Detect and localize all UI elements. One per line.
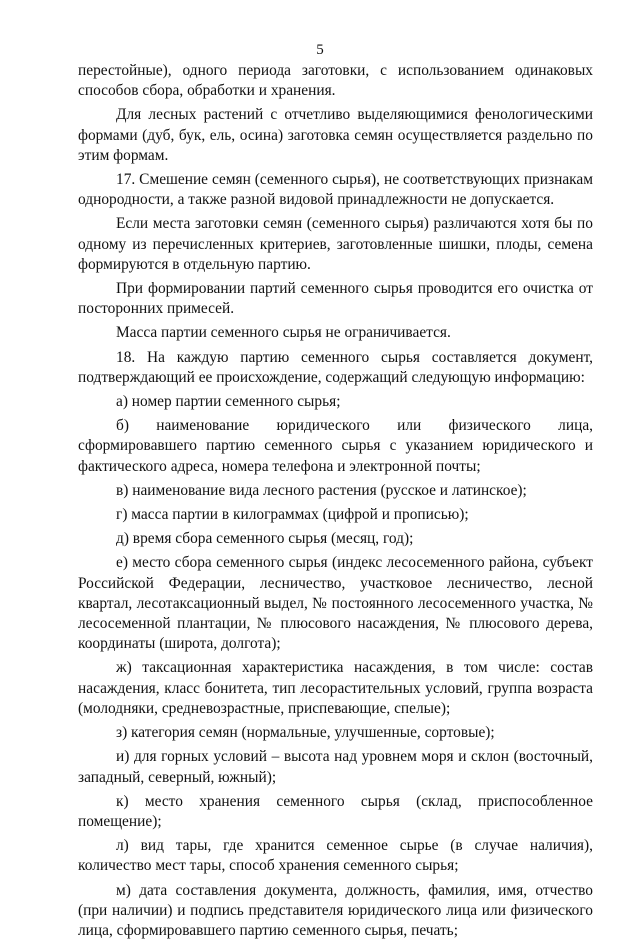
paragraph-17-mixing: 17. Смешение семян (семенного сырья), не соответствующих признакам однородности, а также разной видовой принадлежности не допускается.	[78, 171, 593, 209]
list-item-d: д) время сбора семенного сырья (месяц, год);	[116, 530, 414, 548]
list-item-a: а) номер партии семенного сырья;	[116, 393, 341, 411]
paragraph-continuation: перестойные), одного периода заготовки, с использованием одинаковых способов сбора, обработки и хранения.	[78, 62, 593, 100]
list-item-zh: ж) таксационная характеристика насаждения, в том числе: состав насаждения, класс бонитета, тип лесорастительных условий, группа возраста (молодняки, средневозрастные, приспевающие, спелые);	[78, 659, 593, 717]
list-item-i: и) для горных условий – высота над уровнем моря и склон (восточный, западный, северный, южный);	[78, 748, 593, 786]
list-item-k: к) место хранения семенного сырья (склад, приспособленное помещение);	[78, 792, 593, 830]
page-number: 5	[316, 42, 324, 58]
list-item-l: л) вид тары, где хранится семенное сырье (в случае наличия), количество мест тары, способ хранения семенного сырья;	[78, 837, 593, 875]
list-item-b: б) наименование юридического или физического лица, сформировавшего партию семенного сырья с указанием юридического и фактического адреса, номера телефона и электронной почты;	[78, 417, 593, 475]
paragraph-cleaning: При формировании партий семенного сырья проводится его очистка от посторонних примесей.	[78, 280, 593, 318]
list-item-g: г) масса партии в килограммах (цифрой и прописью);	[116, 506, 469, 524]
document-body	[78, 61, 593, 941]
list-item-e: е) место сбора семенного сырья (индекс лесосеменного района, субъект Российской Федерации, лесничество, участковое лесничество, лесной квартал, лесотаксационный выдел, № постоянного лесосеменного участка, № лесосеменной плантации, № плюсового насаждения, № плюсового дерева, координаты (широта, долгота);	[78, 554, 593, 653]
list-item-z: з) категория семян (нормальные, улучшенные, сортовые);	[116, 724, 495, 742]
paragraph-18-document: 18. На каждую партию семенного сырья составляется документ, подтверждающий ее происхождение, содержащий следующую информацию:	[78, 348, 593, 386]
paragraph-separate-lots: Если места заготовки семян (семенного сырья) различаются хотя бы по одному из перечисленных критериев, заготовленные шишки, плоды, семена формируются в отдельную партию.	[78, 215, 593, 273]
paragraph-lot-mass: Масса партии семенного сырья не ограничивается.	[116, 324, 451, 342]
paragraph-phenological-forms: Для лесных растений с отчетливо выделяющимися фенологическими формами (дуб, бук, ель, осина) заготовка семян осуществляется раздельно по этим формам.	[78, 106, 593, 164]
list-item-v: в) наименование вида лесного растения (русское и латинское);	[116, 481, 527, 499]
list-item-m: м) дата составления документа, должность, фамилия, имя, отчество (при наличии) и подпись представителя юридического лица или физического лица, сформировавшего партию семенного сырья, печать;	[78, 881, 593, 939]
